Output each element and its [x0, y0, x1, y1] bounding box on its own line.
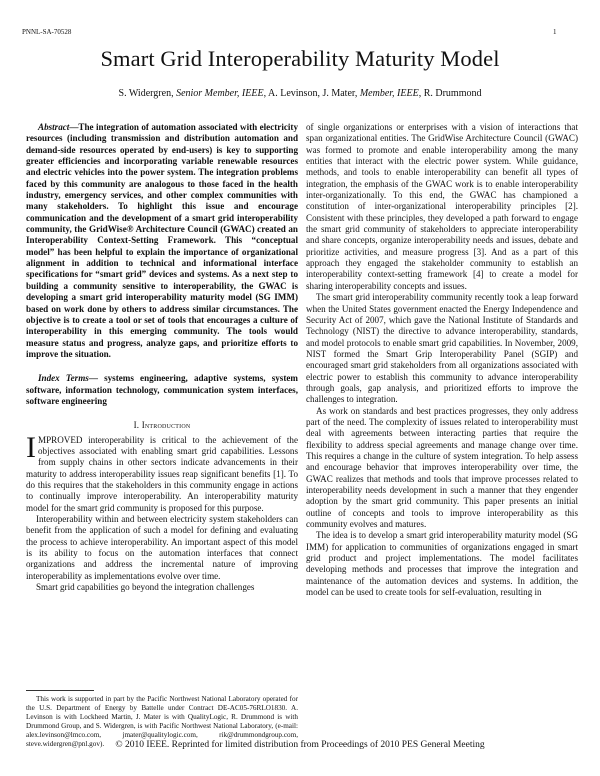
abstract-lead: Abstract [38, 122, 70, 132]
page-footer: © 2010 IEEE. Reprinted for limited distribution from Proceedings of 2010 PES General Meeting [115, 740, 485, 750]
index-terms [26, 373, 298, 407]
intro-paragraph-2: Interoperability within and between electricity system stakeholders can benefit from the application of such a model for defining and evaluating the process to achieve interoperability. An important aspect of this model is its ability to focus on the automation interfaces that connect organizations and address the incremental nature of improving interoperability as implementations evolve over time. [26, 514, 298, 581]
author-3-role: Member, IEEE [359, 88, 419, 99]
index-terms-lead: Index Terms [38, 373, 89, 384]
right-paragraph-3: The idea is to develop a smart grid interoperability maturity model (SG IMM) for application to communities of organizations engaged in smart grid product and project implementations. The model facilitates developing methods and processes that improve the integration and maintenance of the automation devices and systems. In addition, the model can be used to create tools for self-evaluation, resulting in [306, 530, 578, 598]
right-paragraph-1: The smart grid interoperability community recently took a leap forward when the United States government enacted the Energy Independence and Security Act of 2007, which gave the National Institute of Standards and Technology (NIST) the directive to advance interoperability, standards, and model protocols to enable smart grid capabilities. In November, 2009, NIST formed the Smart Grip Interoperability Panel (SGIP) and encouraged smart grid stakeholders from all organizations associated with electric power to establish this community to advance interoperability through goals, gap analysis, and prioritized efforts to improve the challenges to integration. [306, 292, 578, 405]
right-paragraph-0: of single organizations or enterprises with a vision of interactions that span organizational entities. The GridWise Architecture Council (GWAC) was formed to promote and enable interoperability among the many entities that interact with the electric power system. While guidance, methods, and tools to enable interoperability can benefit all types of integration, the emphasis of the GWAC work is to enable interoperability inter-organizationally. To this end, the GWAC has championed a constitution of inter-organizational interoperability principles [2]. Consistent with these principles, they developed a path forward to engage the smart grid community of stakeholders to appreciate interoperability and share concepts, organize interoperability needs and issues, debate and prioritize activities, and measure progress [3]. And as a part of this approach they engaged the stakeholder community to establish an interoperability context-setting framework [4] to create a model for sharing interoperability concepts and issues. [306, 122, 578, 291]
drop-cap: I [26, 430, 36, 464]
page-number: 1 [553, 28, 557, 36]
right-paragraph-2: As work on standards and best practices progresses, they only address part of the need. The complexity of issues related to interoperability must deal with agreements between interacting parties that require the flexibility to address special agreements and manage change over time. This requires a change in the culture of system integration. To help assess and encourage behavior that improves interoperability over time, the GWAC realizes that methods and tools that improve processes related to interoperability needs development in such a manner that they engender adoption by the smart grid community. This paper presents an initial outline of concepts and tools to improve interoperability as this community evolves and matures. [306, 405, 578, 530]
section-title: Introduction [141, 420, 191, 431]
index-terms-text: — systems engineering, adaptive systems, system software, information technology, communication system interfaces, software engineering [26, 373, 298, 406]
report-id: PNNL-SA-70528 [22, 28, 72, 36]
abstract [26, 122, 298, 360]
intro-paragraph-1 [26, 430, 298, 514]
intro-paragraph-3: Smart grid capabilities go beyond the integration challenges [36, 582, 255, 593]
section-heading-introduction [26, 420, 298, 431]
author-2-3: , A. Levinson, J. Mater, [263, 88, 360, 99]
footnote-rule [26, 690, 94, 691]
author-1: S. Widergren, [118, 88, 177, 99]
author-1-role: Senior Member, IEEE [176, 88, 264, 99]
footnote-text: This work is supported in part by the Pacific Northwest National Laboratory operated for the U.S. Department of Energy by Battelle under Contract DE-AC05-76RLO1830. A. Levinson is with Lockheed Martin, J. Mater is with QualityLogic, R. Drummond is with Drummond Group, and S. Widergren, is with Pacific Northwest National Laboratory, (e-mail: alex.levinson@lmco.com, jmater@qualitylogic.com, rik@drummondgroup.com, steve.widergren@pnl.gov). [26, 695, 298, 749]
section-numeral: I. [133, 420, 142, 431]
right-column [306, 122, 578, 598]
left-column [26, 122, 298, 593]
author-4: , R. Drummond [418, 88, 482, 99]
intro-paragraph-1-text: MPROVED interoperability is critical to the achievement of the objectives associated with enabling smart grid capabilities. Lessons from supply chains in other sectors indicate advancements in their maturity to address interoperability issues reap significant benefits [1]. To do this requires that the stakeholders in this community engage in actions to continually improve interoperability. An interoperability maturity model for the smart grid community is proposed for this purpose. [26, 434, 298, 513]
abstract-text: —The integration of automation associated with electricity resources (including transmission and distribution automation and demand-side resources operated by end-users) is key to supporting greater efficiencies and incorporating variable renewable resources and electric vehicles into the power system. The integration problems faced by this community are analogous to those faced in the health industry, emergency services, and other complex communities with many stakeholders. To highlight this issue and encourage communication and the development of a smart grid interoperability community, the GridWise® Architecture Council (GWAC) created an Interoperability Context-Setting Framework. This “conceptual model” has been helpful to explain the importance of organizational alignment in addition to technical and informational interface specifications for “smart grid” devices and systems. As a next step to building a community sensitive to interoperability, the GWAC is developing a smart grid interoperability maturity model (SG IMM) based on work done by others to address similar circumstances. The objective is to create a tool or set of tools that encourages a culture of interoperability in this emerging community. The tools would measure status and progress, analyze gaps, and prioritize efforts to improve the situation. [26, 122, 298, 359]
author-line [0, 88, 600, 99]
paper-title: Smart Grid Interoperability Maturity Model [100, 46, 500, 71]
